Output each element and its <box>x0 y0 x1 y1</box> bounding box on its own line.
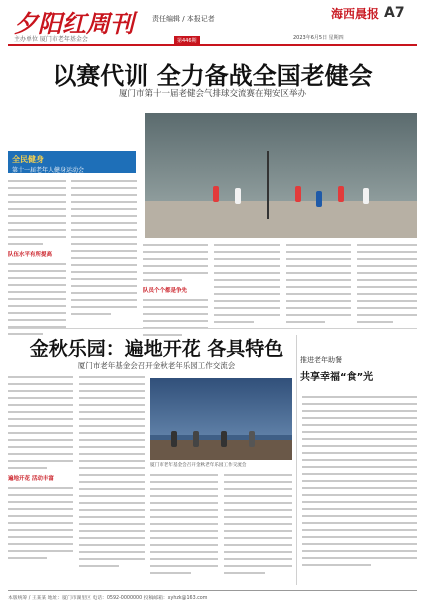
banner-label: 全民健身 <box>12 155 44 164</box>
page-code: A7 <box>384 5 405 21</box>
publication-date: 2023年6月5日 星期四 <box>293 35 344 41</box>
sidebar-body <box>302 396 417 571</box>
article-divider <box>8 328 417 329</box>
article1-heading-2: 队员个个都是争先 <box>143 288 188 294</box>
article1-heading-1: 队伍水平有所提高 <box>8 252 53 258</box>
article1-subhead: 厦门市第十一届老健会气排球交流赛在翔安区举办 <box>118 89 306 99</box>
article2-column-4 <box>224 474 292 579</box>
article2-headline: 金秋乐园：遍地开花 各具特色 <box>29 338 284 360</box>
masthead-rule <box>8 44 417 46</box>
article1-column-1 <box>8 180 66 340</box>
article2-column-3 <box>150 474 218 579</box>
article2-column-2 <box>79 376 145 572</box>
event-banner <box>8 151 136 173</box>
meeting-photo-caption: 厦门市老年基金会召开金秋老年乐园工作交流会 <box>150 463 247 468</box>
sidebar-title: 共享幸福“食”光 <box>300 372 374 383</box>
sidebar-divider <box>296 335 297 585</box>
volleyball-photo <box>145 113 417 238</box>
masthead-title: 夕阳红周刊 <box>14 9 134 38</box>
article1-column-2 <box>71 180 137 320</box>
banner-sub: 第十一届老年人健身运动会 <box>12 167 85 174</box>
page-footer: 本版统筹 / 王某某 地址：厦门市湖里区 电话：0592-0000000 投稿邮箱：xyhzk@163.com <box>8 590 417 601</box>
article2-heading-1: 遍地开花 活动丰富 <box>8 476 54 482</box>
issue-number: 第446期 <box>174 36 200 45</box>
article2-column-1 <box>8 376 73 564</box>
article2-subhead: 厦门市老年基金会召开金秋老年乐园工作交流会 <box>77 361 236 370</box>
article1-column-4 <box>214 244 280 328</box>
article1-column-5 <box>286 244 351 328</box>
paper-logo: 海西晨报 <box>331 7 380 21</box>
masthead-organizer: 主办单位 厦门市老年基金会 <box>14 36 88 43</box>
masthead <box>0 0 425 48</box>
meeting-photo <box>150 378 292 460</box>
article1-column-3 <box>143 244 208 341</box>
masthead-editor: 责任编辑 / 本报记者 <box>152 15 215 23</box>
article1-column-6 <box>357 244 417 328</box>
article1-headline: 以赛代训 全力备战全国老健会 <box>52 61 373 90</box>
sidebar-kicker: 推进老年助餐 <box>300 356 342 364</box>
sidebar-header <box>300 355 417 390</box>
